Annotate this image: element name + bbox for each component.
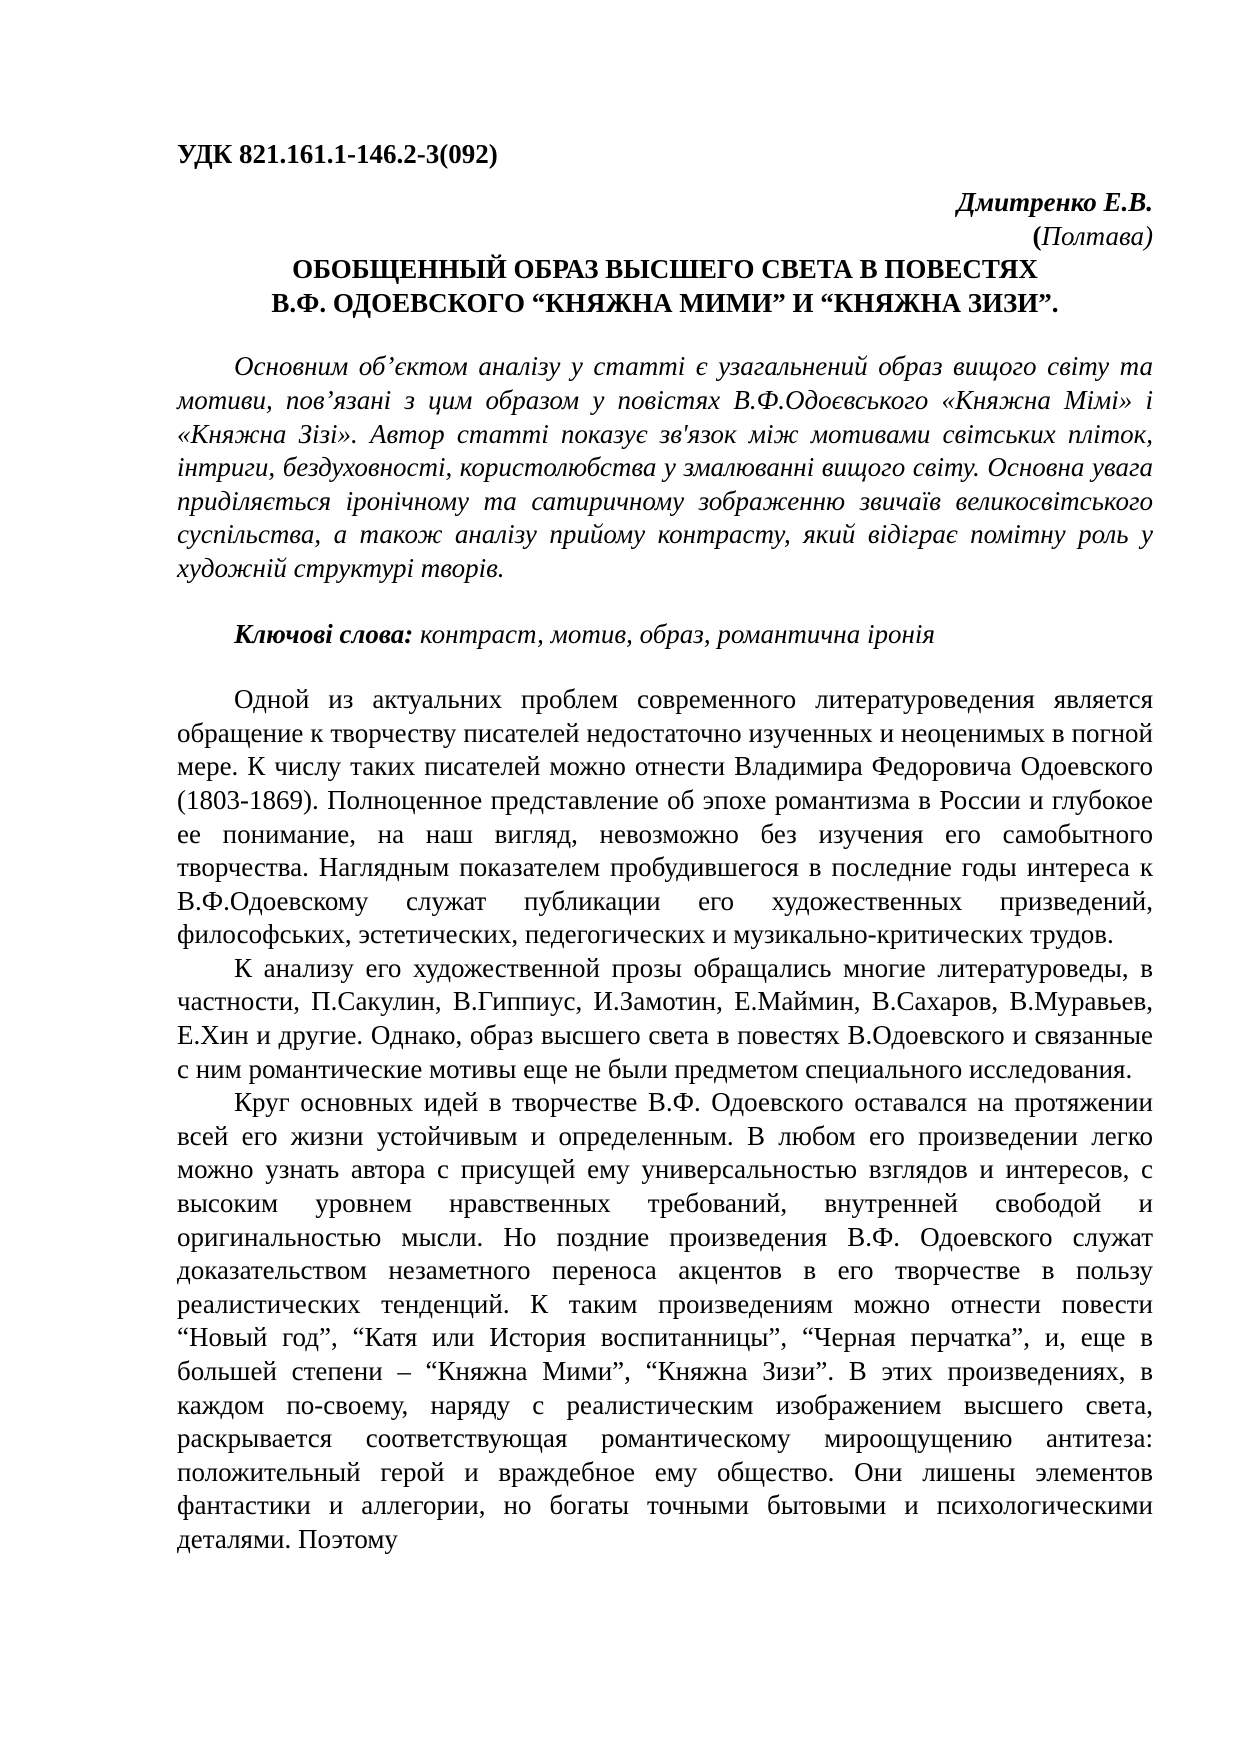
keywords-text: контраст, мотив, образ, романтична іронія [413, 618, 935, 649]
abstract: Основним об’єктом аналізу у статті є узагальнений образ вищого світу та мотиви, пов’язані з цим образом у повістях В.Ф.Одоєвського «Княжна Мімі» і «Княжна Зізі». Автор статті показує зв'язок між мотивами світських пліток, інтриги, бездуховності, користолюбства у змалюванні вищого світу. Основна увага приділяється іронічному та сатиричному зображенню звичаїв великосвітського суспільства, а також аналізу прийому контрасту, який відіграє помітну роль у художній структурі творів. [177, 351, 1153, 583]
body-paragraph-2: К анализу его художественной прозы обращались многие литературоведы, в частности, П.Сакулин, В.Гиппиус, И.Замотин, Е.Маймин, В.Сахаров, В.Муравьев, Е.Хин и другие. Однако, образ высшего света в повестях В.Одоевского и связанные с ним романтические мотивы еще не были предметом специального исследования. [177, 952, 1153, 1084]
author-name: Дмитренко Е.В. [957, 187, 1153, 217]
keywords-label: Ключові слова: [234, 618, 414, 649]
city-close-paren: ) [1144, 220, 1153, 251]
article-body [177, 683, 1153, 1556]
body-paragraph-3: Круг основных идей в творчестве В.Ф. Одоевского оставался на протяжении всей его жизни устойчивым и определенным. В любом его произведении легко можно узнать автора с присущей ему универсальностью взглядов и интересов, с высоким уровнем нравственных требований, внутренней свободой и оригинальностью мысли. Но поздние произведения В.Ф. Одоевского служат доказательством незаметного переноса акцентов в его творчестве в пользу реалистических тенденций. К таким произведениям можно отнести повести “Новый год”, “Катя или История воспитанницы”, “Черная перчатка”, и, еще в большей степени – “Княжна Мими”, “Княжна Зизи”. В этих произведениях, в каждом по-своему, наряду с реалистическим изображением высшего света, раскрывается соответствующая романтическому мироощущению антитеза: положительный герой и враждебное ему общество. Они лишены элементов фантастики и аллегории, но богаты точными бытовыми и психологическими деталями. Поэтому [177, 1087, 1153, 1554]
body-paragraph-1: Одной из актуальних проблем современного литературоведения является обращение к творчеству писателей недостаточно изученных и неоценимых в погной мере. К числу таких писателей можно отнести Владимира Федоровича Одоевского (1803-1869). Полноценное представление об эпохе романтизма в России и глубокое ее понимание, на наш вигляд, невозможно без изучения его самобытного творчества. Наглядным показателем пробудившегося в последние годы интереса к В.Ф.Одоевскому служат публикации его художественных призведений, философських, эстетических, педегогических и музикально-критических трудов. [177, 684, 1153, 950]
city-name: Полтава [1041, 220, 1144, 251]
article-title [177, 253, 1153, 320]
udc-code: УДК 821.161.1-146.2-3(092) [177, 139, 498, 169]
keywords [177, 618, 1153, 652]
author-city [177, 220, 1153, 254]
title-line-2: В.Ф. ОДОЕВСКОГО “КНЯЖНА МИМИ” И “КНЯЖНА ЗИЗИ”. [271, 287, 1059, 318]
article-page [177, 138, 1153, 1557]
city-open-paren: ( [1032, 220, 1042, 251]
title-line-1: ОБОБЩЕННЫЙ ОБРАЗ ВЫСШЕГО СВЕТА В ПОВЕСТЯХ [292, 254, 1038, 285]
